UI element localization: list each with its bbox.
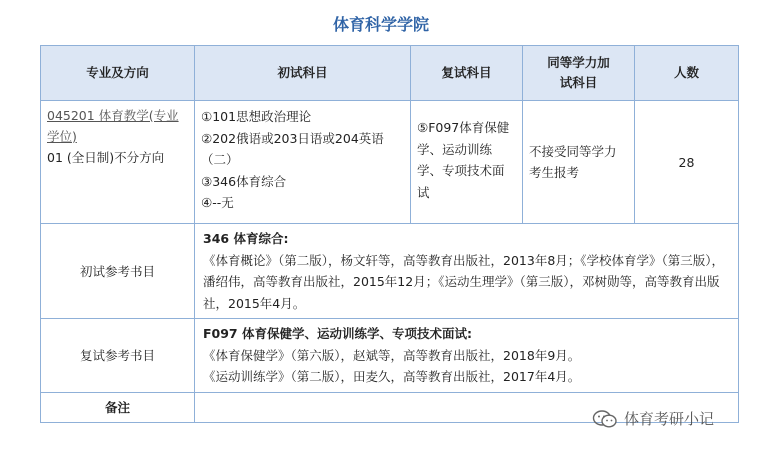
initial-subject-item: ②202俄语或203日语或204英语（二）: [201, 130, 384, 167]
note-label: 备注: [41, 392, 195, 422]
initial-ref-content: [195, 224, 739, 319]
major-link[interactable]: 045201 体育教学(专业学位): [47, 108, 179, 144]
retest-ref-line: 《运动训练学》（第二版），田麦久，高等教育出版社，2017年4月。: [203, 369, 581, 384]
count-cell: 28: [635, 101, 739, 224]
extra-subject-cell: 不接受同等学力考生报考: [523, 101, 635, 224]
initial-ref-row: [41, 224, 739, 319]
direction-text: 01 (全日制)不分方向: [47, 150, 165, 165]
admissions-table: [40, 45, 739, 423]
initial-subjects-cell: [195, 101, 411, 224]
header-row: [41, 46, 739, 101]
watermark: [592, 408, 714, 429]
retest-ref-label: 复试参考书目: [41, 319, 195, 393]
watermark-text: 体育考研小记: [624, 410, 715, 428]
header-retest-subjects: 复试科目: [411, 46, 523, 101]
retest-ref-line: 《体育保健学》（第六版），赵斌等，高等教育出版社，2018年9月。: [203, 347, 581, 363]
wechat-icon: [592, 409, 618, 429]
page-title: 体育科学学院: [332, 15, 429, 34]
initial-subject-item: ④--无: [201, 195, 234, 210]
initial-subject-item: ①101思想政治理论: [201, 109, 312, 124]
retest-ref-heading: F097 体育保健学、运动训练学、专项技术面试:: [203, 326, 472, 341]
retest-ref-row: [41, 319, 739, 393]
header-extra-subjects: 同等学力加试科目: [523, 46, 635, 101]
major-cell: [41, 101, 195, 224]
header-major: 专业及方向: [41, 46, 195, 101]
initial-subject-item: ③346体育综合: [201, 173, 287, 189]
major-row: [41, 101, 739, 224]
header-count: 人数: [635, 46, 739, 101]
initial-ref-label: 初试参考书目: [41, 224, 195, 319]
retest-ref-content: [195, 319, 739, 393]
initial-ref-heading: 346 体育综合:: [203, 231, 289, 246]
header-initial-subjects: 初试科目: [195, 46, 411, 101]
retest-subject-cell: ⑤F097体育保健学、运动训练学、专项技术面试: [411, 101, 523, 224]
initial-ref-line: 《体育概论》（第二版），杨文轩等，高等教育出版社，2013年8月；《学校体育学》（第三版），潘绍伟，高等教育出版社，2015年12月；《运动生理学》（第三版），邓树勋等，高等教育出版社，2015年4月。: [203, 252, 725, 311]
